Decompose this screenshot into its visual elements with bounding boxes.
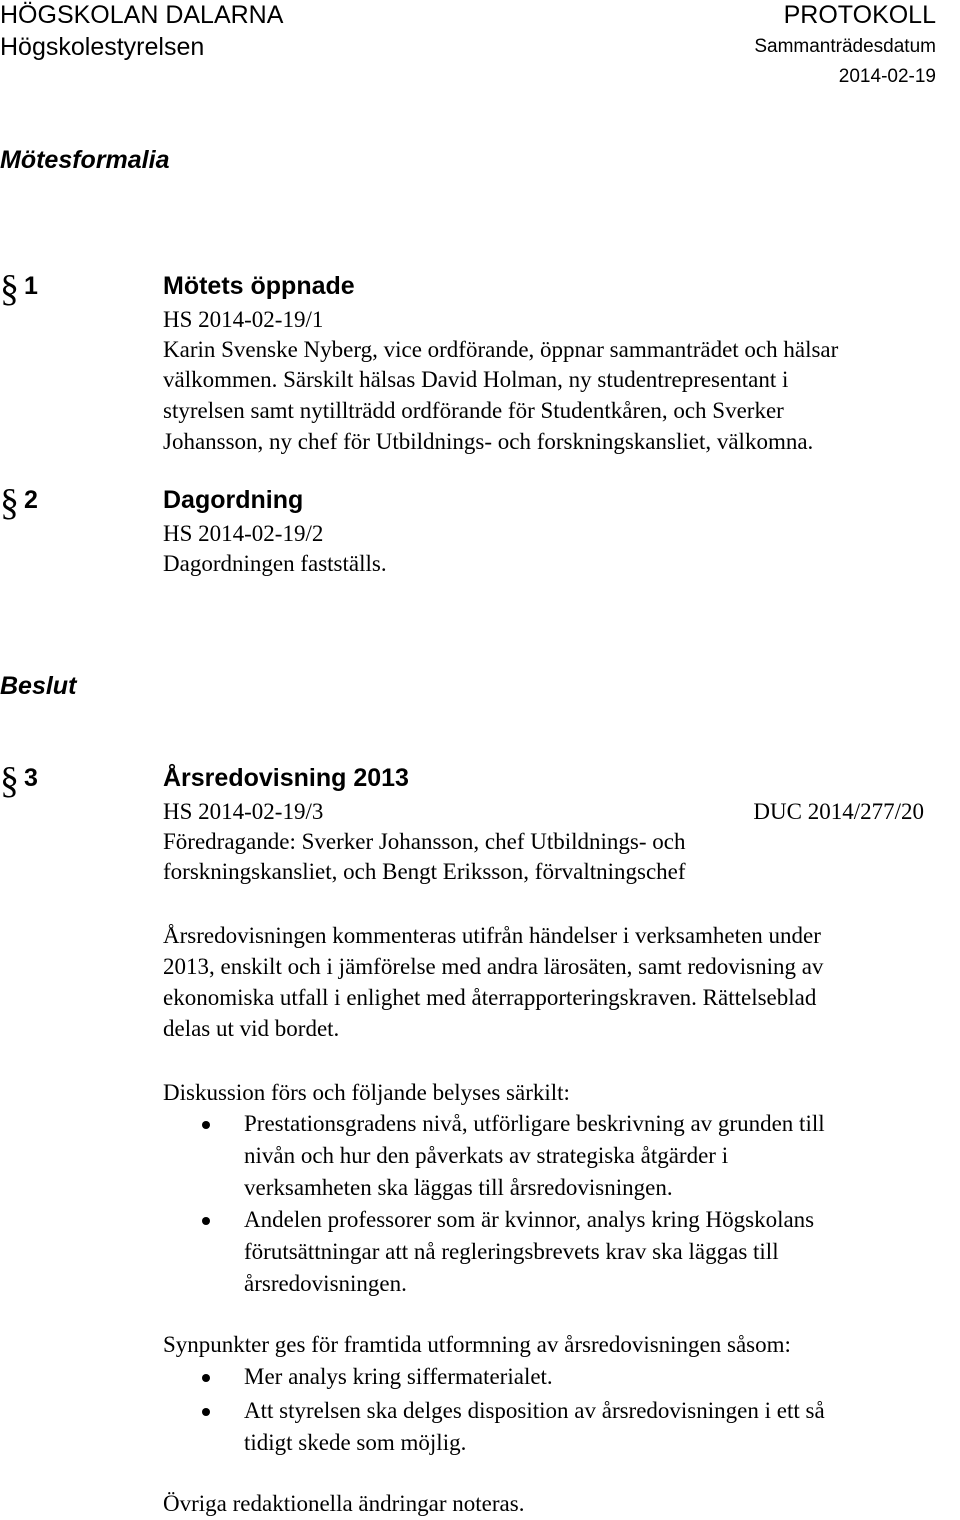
body-line: forskningskansliet, och Bengt Eriksson, förvaltningschef bbox=[163, 859, 686, 884]
bullet-line: Andelen professorer som är kvinnor, analys kring Högskolans bbox=[244, 1207, 815, 1232]
meeting-date: 2014-02-19 bbox=[838, 66, 936, 87]
bullet-line: Att styrelsen ska delges disposition av årsredovisningen i ett så bbox=[244, 1398, 825, 1423]
bullet-marker bbox=[202, 1121, 210, 1129]
section-heading-formalia: Mötesformalia bbox=[0, 146, 170, 174]
date-label: Sammanträdesdatum bbox=[754, 36, 936, 57]
paragraph-title: Mötets öppnade bbox=[163, 272, 355, 300]
paragraph-title: Dagordning bbox=[163, 486, 304, 514]
body-line: Dagordningen fastställs. bbox=[163, 551, 387, 576]
bullet-line: Prestationsgradens nivå, utförligare beskrivning av grunden till bbox=[244, 1111, 825, 1136]
board-name: Högskolestyrelsen bbox=[0, 33, 205, 61]
paragraph-title: Årsredovisning 2013 bbox=[163, 764, 409, 792]
bullet-line: nivån och hur den påverkats av strategiska åtgärder i bbox=[244, 1143, 729, 1168]
paragraph-number: 2 bbox=[24, 486, 38, 514]
document-type: PROTOKOLL bbox=[783, 1, 936, 29]
case-number: DUC 2014/277/20 bbox=[753, 799, 924, 824]
bullet-line: Mer analys kring siffermaterialet. bbox=[244, 1364, 553, 1389]
paragraph-number: 1 bbox=[24, 272, 38, 300]
bullet-line: förutsättningar att nå regleringsbrevets krav ska läggas till bbox=[244, 1239, 779, 1264]
body-line: delas ut vid bordet. bbox=[163, 1016, 340, 1041]
closing-note: Övriga redaktionella ändringar noteras. bbox=[163, 1491, 525, 1516]
paragraph-reference: HS 2014-02-19/2 bbox=[163, 521, 324, 546]
bullet-marker bbox=[202, 1217, 210, 1225]
body-line: Årsredovisningen kommenteras utifrån händelser i verksamheten under bbox=[163, 923, 821, 948]
section-heading-beslut: Beslut bbox=[0, 672, 77, 700]
paragraph-mark: § bbox=[0, 482, 19, 524]
paragraph-reference: HS 2014-02-19/1 bbox=[163, 307, 324, 332]
organization-name: HÖGSKOLAN DALARNA bbox=[0, 1, 284, 29]
body-line: Föredragande: Sverker Johansson, chef Utbildnings- och bbox=[163, 829, 686, 854]
paragraph-mark: § bbox=[0, 760, 19, 802]
bullet-line: tidigt skede som möjlig. bbox=[244, 1430, 467, 1455]
body-line: ekonomiska utfall i enlighet med återrapporteringskraven. Rättelseblad bbox=[163, 985, 817, 1010]
viewpoints-intro: Synpunkter ges för framtida utformning av årsredovisningen såsom: bbox=[163, 1332, 791, 1357]
bullet-line: årsredovisningen. bbox=[244, 1271, 407, 1296]
paragraph-mark: § bbox=[0, 268, 19, 310]
body-line: 2013, enskilt och i jämförelse med andra lärosäten, samt redovisning av bbox=[163, 954, 824, 979]
paragraph-reference: HS 2014-02-19/3 bbox=[163, 799, 324, 824]
body-line: styrelsen samt nytillträdd ordförande för Studentkåren, och Sverker bbox=[163, 398, 784, 423]
paragraph-number: 3 bbox=[24, 764, 38, 792]
discussion-intro: Diskussion förs och följande belyses särkilt: bbox=[163, 1080, 570, 1105]
bullet-marker bbox=[202, 1374, 210, 1382]
bullet-line: verksamheten ska läggas till årsredovisningen. bbox=[244, 1175, 673, 1200]
body-line: Johansson, ny chef för Utbildnings- och forskningskansliet, välkomna. bbox=[163, 429, 814, 454]
body-line: Karin Svenske Nyberg, vice ordförande, öppnar sammanträdet och hälsar bbox=[163, 337, 839, 362]
bullet-marker bbox=[202, 1408, 210, 1416]
body-line: välkommen. Särskilt hälsas David Holman, ny studentrepresentant i bbox=[163, 367, 789, 392]
